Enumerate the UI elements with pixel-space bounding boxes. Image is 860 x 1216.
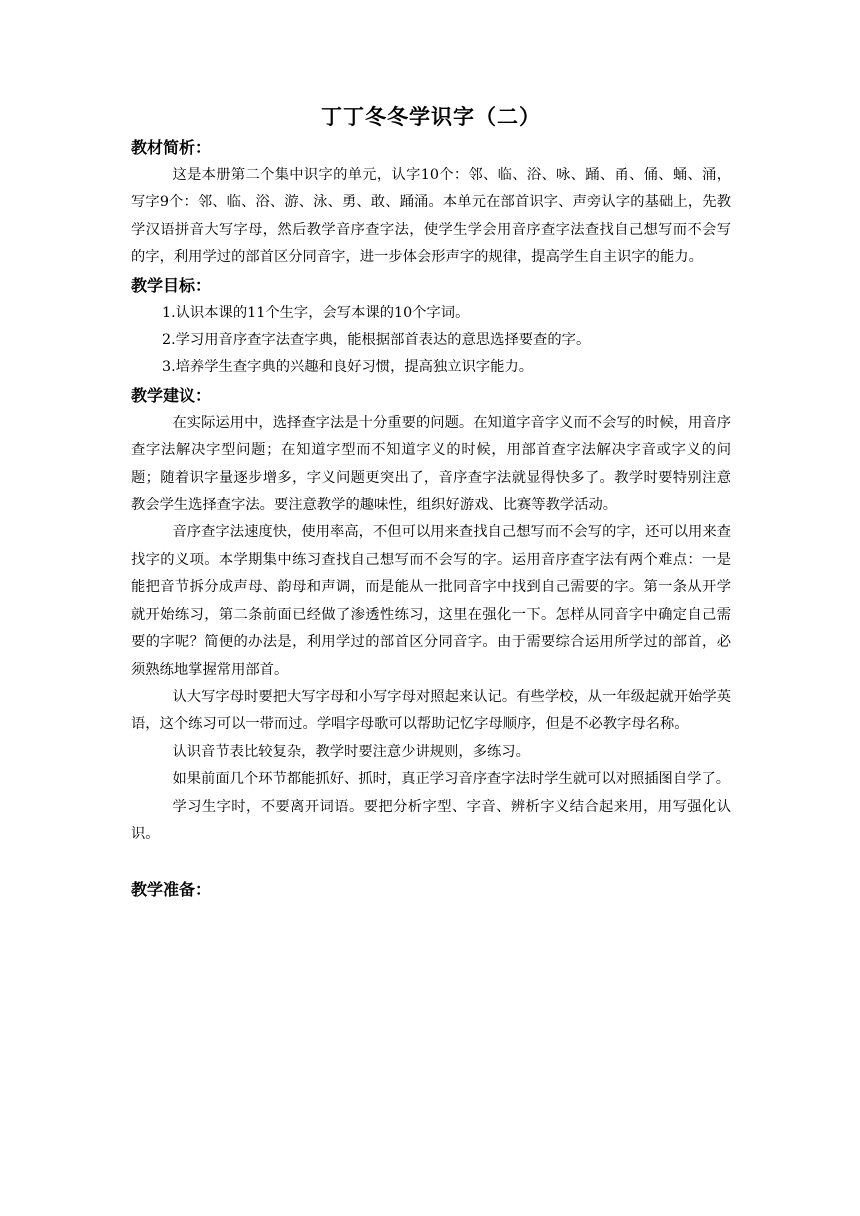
analysis-paragraph: 这是本册第二个集中识字的单元，认字10个：邻、临、浴、咏、踊、甬、俑、蛹、涌，写字9个：邻、临、浴、游、泳、勇、敢、踊涌。本单元在部首识字、声旁认字的基础上，先教学汉语拼音大写字母，然后教学音序查字法，使学生学会用音序查字法查找自己想写而不会写的字，利用学过的部首区分同音字，进一步体会形声字的规律，提高学生自主识字的能力。	[131, 167, 731, 266]
blank-line	[131, 848, 731, 876]
section-heading-preparation: 教学准备：	[131, 880, 212, 900]
suggestion-paragraph: 在实际运用中，选择查字法是十分重要的问题。在知道字音字义而不会写的时候，用音序查字法解决字型问题；在知道字型而不知道字义的时候，用部首查字法解决字音或字义的问题；随着识字量逐步增多，字义问题更突出了，音序查字法就显得快多了。教学时要特别注意教会学生选择查字法。要注意教学的趣味性，组织好游戏、比赛等教学活动。	[131, 414, 731, 514]
suggestion-paragraph: 认识音节表比较复杂，教学时要注意少讲规则，多练习。	[172, 743, 530, 760]
objective-item: 3.培养学生查字典的兴趣和良好习惯，提高独立识字能力。	[162, 359, 534, 376]
suggestion-paragraph: 音序查字法速度快，使用率高，不但可以用来查找自己想写而不会写的字，还可以用来查找字的义项。本学期集中练习查找自己想写而不会写的字。运用音序查字法有两个难点：一是能把音节拆分成声母、韵母和声调，而是能从一批同音字中找到自己需要的字。第一条从开学就开始练习，第二条前面已经做了渗透性练习，这里在强化一下。怎样从同音字中确定自己需要的字呢？简便的办法是，利用学过的部首区分同音字。由于需要综合运用所学过的部首，必须熟练地掌握常用部首。	[131, 524, 731, 678]
objective-item: 2.学习用音序查字法查字典，能根据部首表达的意思选择要查的字。	[162, 332, 591, 349]
document-page	[131, 100, 731, 904]
section-heading-objectives: 教学目标：	[131, 275, 212, 295]
section-heading-suggestions: 教学建议：	[131, 385, 212, 405]
suggestion-paragraph: 如果前面几个环节都能抓好、抓时，真正学习音序查字法时学生就可以对照插图自学了。	[172, 771, 731, 788]
document-title: 丁丁冬冬学识字（二）	[321, 104, 541, 129]
objective-item: 1.认识本课的11个生字，会写本课的10个字词。	[162, 304, 470, 321]
suggestion-paragraph: 学习生字时，不要离开词语。要把分析字型、字音、辨析字义结合起来用，用写强化认识。	[131, 798, 731, 842]
section-heading-analysis: 教材简析：	[131, 138, 212, 157]
suggestion-paragraph: 认大写字母时要把大写字母和小写字母对照起来认记。有些学校，从一年级起就开始学英语，这个练习可以一带而过。学唱字母歌可以帮助记忆字母顺序，但是不必教字母名称。	[131, 688, 731, 733]
